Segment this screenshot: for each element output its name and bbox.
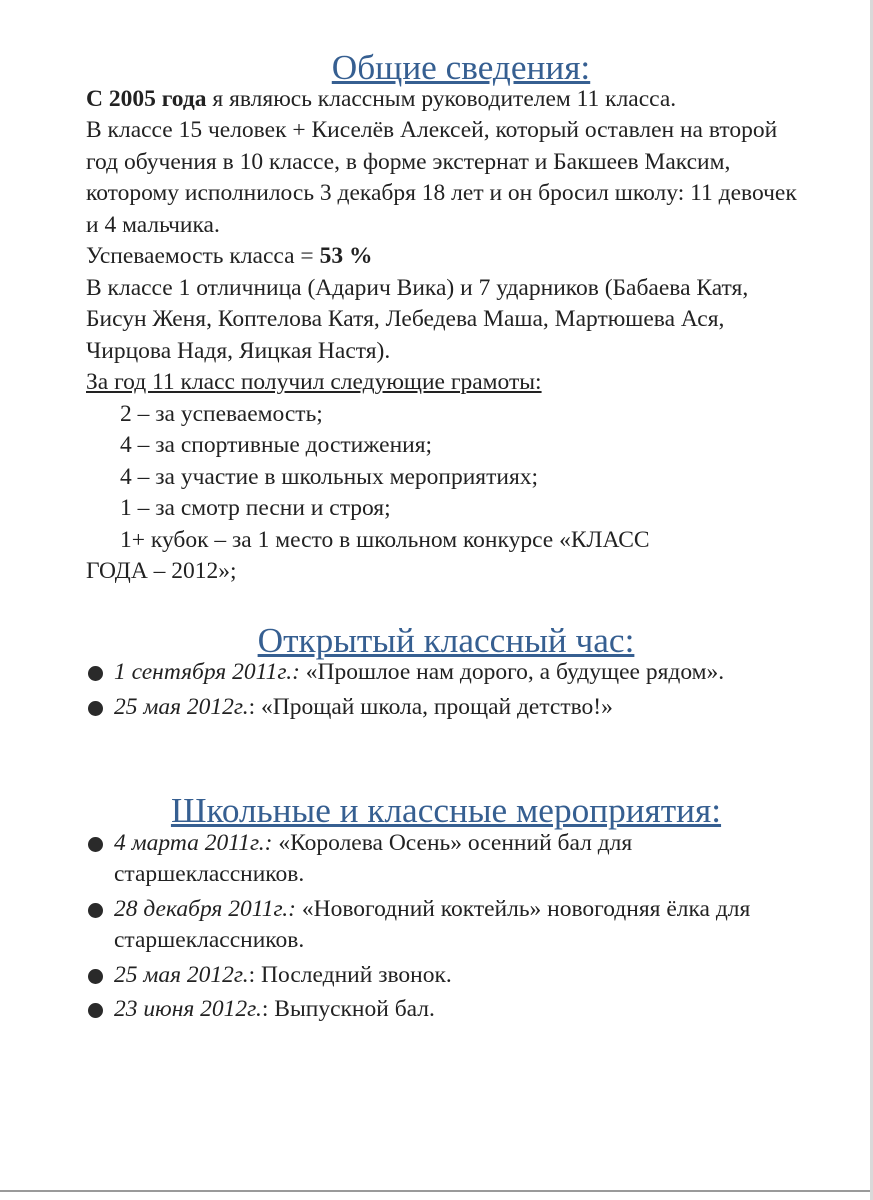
event-text: «Новогодний коктейль» новогодняя ёлка для старшеклассников.	[114, 895, 751, 953]
event-text: «Прошлое нам дорого, а будущее рядом».	[299, 659, 725, 685]
list-item	[86, 994, 806, 1026]
bullet-icon	[88, 903, 103, 918]
list-item	[86, 894, 806, 957]
awards-list	[86, 399, 806, 588]
intro-text: я являюсь классным руководителем 11 класса.	[206, 85, 677, 112]
bullet-icon	[88, 837, 103, 852]
event-text: : «Прощай школа, прощай детство!»	[248, 693, 613, 720]
bullet-icon	[88, 1003, 103, 1018]
list-item	[86, 960, 806, 992]
list-item	[86, 657, 806, 689]
event-date: 25 мая 2012г.	[114, 693, 249, 720]
award-item: 4 – за участие в школьных мероприятиях;	[120, 463, 539, 490]
bullet-icon	[88, 666, 103, 681]
class-composition: В классе 15 человек + Киселёв Алексей, который оставлен на второй год обучения в 10 классе, в форме экстернат и Бакшеев Максим, которому исполнилось 3 декабря 18 лет и он бросил школу: 11 девочек и 4 мальчика.	[86, 117, 797, 238]
award-item: 2 – за успеваемость;	[120, 400, 323, 427]
awards-heading: За год 11 класс получил следующие грамоты:	[86, 369, 542, 395]
open-lesson-list	[86, 657, 806, 723]
list-item	[86, 828, 806, 891]
list-item	[86, 692, 806, 724]
performance-value: 53 %	[319, 243, 373, 269]
event-date: 1 сентября 2011г.:	[114, 659, 300, 685]
document-content	[86, 48, 806, 1026]
events-list	[86, 828, 806, 1026]
performance-label: Успеваемость класса =	[86, 243, 320, 269]
event-date: 23 июня 2012г.	[114, 996, 262, 1022]
intro-paragraph	[86, 84, 806, 116]
open-lesson-heading: Открытый классный час:	[257, 620, 635, 660]
intro-bold: С 2005 года	[86, 85, 207, 112]
event-text: : Последний звонок.	[248, 961, 452, 988]
award-item: 1 – за смотр песни и строя;	[120, 495, 391, 521]
event-date: 28 декабря 2011г.:	[114, 895, 297, 922]
award-item-cup: 1+ кубок – за 1 место в школьном конкурсе «КЛАСС	[120, 526, 650, 553]
performance-line	[86, 241, 806, 273]
bullet-icon	[88, 701, 103, 716]
event-date: 25 мая 2012г.	[114, 961, 249, 988]
event-date: 4 марта 2011г.:	[114, 829, 273, 856]
honors-paragraph: В классе 1 отличница (Адарич Вика) и 7 ударников (Бабаева Катя, Бисун Женя, Коптелова Катя, Лебедева Маша, Мартюшева Ася, Чирцова Надя, Яицкая Настя).	[86, 274, 749, 364]
event-text: «Королева Осень» осенний бал для старшеклассников.	[114, 829, 633, 887]
award-item: 4 – за спортивные достижения;	[120, 432, 433, 458]
events-heading: Школьные и классные мероприятия:	[170, 791, 722, 830]
bullet-icon	[88, 969, 103, 984]
event-text: : Выпускной бал.	[261, 996, 435, 1022]
general-info-heading: Общие сведения:	[331, 48, 591, 87]
award-item-cup-continued: ГОДА – 2012»;	[86, 558, 237, 584]
